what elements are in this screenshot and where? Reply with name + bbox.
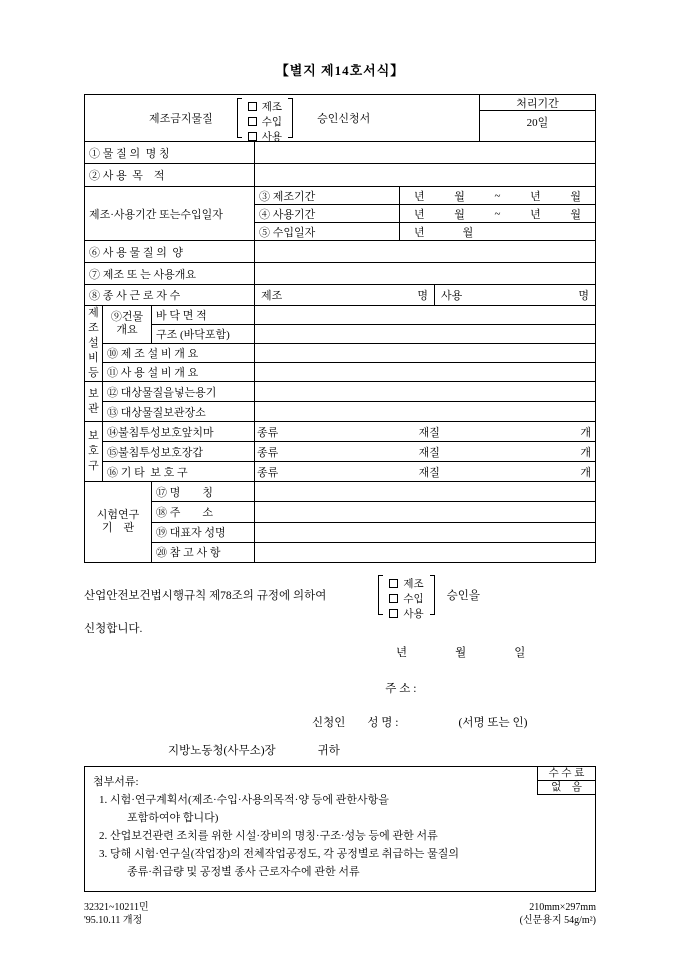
period-section-label: 제조·사용기간 또는수입일자 bbox=[85, 187, 255, 240]
year-label: 년 bbox=[396, 647, 408, 659]
mfg-equipment-label: ⑩ 제 조 설 비 개 요 bbox=[103, 344, 255, 362]
inst-note-label: ⑳ 참 고 사 항 bbox=[152, 543, 255, 562]
count-label: 개 bbox=[580, 446, 591, 459]
declaration-line1 bbox=[84, 575, 596, 620]
decl-option-use bbox=[389, 606, 423, 621]
storage-section bbox=[85, 382, 595, 422]
year-label: 년 bbox=[414, 208, 425, 221]
container-row bbox=[103, 382, 595, 402]
decl-use-label: 사용 bbox=[403, 609, 424, 620]
declaration-section bbox=[84, 563, 596, 758]
paper-spec: (신문용지 54g/m²) bbox=[519, 915, 596, 926]
decl-import-label: 수입 bbox=[403, 594, 424, 605]
import-checkbox[interactable] bbox=[248, 117, 257, 126]
import-label: 수입 bbox=[261, 117, 283, 128]
doc-type-label: 승인신청서 bbox=[317, 113, 371, 125]
use-equipment-label: ⑪ 사 용 설 비 개 요 bbox=[103, 363, 255, 381]
option-manufacture bbox=[248, 99, 282, 114]
use-period-field[interactable] bbox=[400, 205, 595, 222]
import-date-label: ⑤ 수입일자 bbox=[255, 223, 400, 240]
use-equipment-field[interactable] bbox=[255, 363, 595, 381]
tilde-separator: ~ bbox=[494, 207, 501, 220]
attachment-item-3-cont: 종류·취급량 및 공정별 종사 근로자수에 관한 서류 bbox=[127, 866, 360, 878]
substance-amount-field[interactable] bbox=[255, 241, 595, 262]
year-label: 년 bbox=[414, 190, 425, 203]
unit-label: 명 bbox=[417, 290, 428, 302]
inst-address-row bbox=[152, 502, 595, 522]
inst-representative-row bbox=[152, 523, 595, 543]
mfg-period-label: ③ 제조기간 bbox=[255, 187, 400, 204]
decl-option-manufacture bbox=[389, 576, 423, 591]
inst-address-field[interactable] bbox=[255, 502, 595, 521]
use-purpose-label: ② 사 용 목 적 bbox=[85, 164, 255, 186]
manufacture-checkbox[interactable] bbox=[248, 102, 257, 111]
substance-amount-label: ⑥ 사 용 물 질 의 양 bbox=[85, 241, 255, 262]
option-use bbox=[248, 129, 282, 141]
overview-label: ⑦ 제조 또 는 사용개요 bbox=[85, 263, 255, 284]
substance-name-label: ① 물 질 의 명 칭 bbox=[85, 142, 255, 163]
use-label: 사용 bbox=[261, 132, 283, 141]
inst-note-field[interactable] bbox=[255, 543, 595, 562]
workers-mfg-field[interactable] bbox=[255, 285, 435, 305]
material-label: 재질 bbox=[418, 426, 440, 439]
address-label: 주 소 : bbox=[385, 683, 417, 695]
gloves-field[interactable] bbox=[255, 442, 595, 461]
building-label-line2: 개요 bbox=[116, 324, 138, 337]
use-purpose-field[interactable] bbox=[255, 164, 595, 186]
protection-section bbox=[85, 422, 595, 482]
day-label: 일 bbox=[514, 647, 526, 659]
storage-vertical-label: 보관 bbox=[85, 382, 103, 421]
footer-right bbox=[520, 901, 596, 927]
facility-vertical-label: 제조설비등 bbox=[85, 306, 103, 381]
structure-row bbox=[152, 325, 595, 343]
building-label-line1: ⑨건물 bbox=[110, 311, 144, 324]
form-subject-label: 제조금지물질 bbox=[149, 113, 213, 125]
fee-box bbox=[537, 767, 595, 795]
manufacture-label: 제조 bbox=[261, 102, 283, 113]
applicant-label: 신청인 bbox=[312, 717, 346, 729]
month-label: 월 bbox=[462, 226, 474, 239]
honorific-label: 귀하 bbox=[317, 745, 340, 757]
import-date-row bbox=[255, 223, 595, 240]
apron-label: ⑭불침투성보호앞치마 bbox=[103, 422, 255, 441]
storage-place-field[interactable] bbox=[255, 402, 595, 421]
container-field[interactable] bbox=[255, 382, 595, 401]
material-label: 재질 bbox=[418, 466, 440, 479]
inst-name-label: ⑰ 명 칭 bbox=[152, 482, 255, 501]
floor-area-label: 바 닥 면 적 bbox=[152, 306, 255, 324]
form-code-title: 【별지 제14호서식】 bbox=[275, 63, 405, 78]
decl-use-checkbox[interactable] bbox=[389, 609, 398, 618]
form-code: 32321~10211민 bbox=[84, 902, 149, 913]
building-subrows bbox=[152, 306, 595, 343]
tilde-separator: ~ bbox=[494, 189, 501, 202]
declaration-name-line bbox=[84, 714, 596, 730]
month-label: 월 bbox=[570, 190, 581, 203]
declaration-address-line bbox=[84, 668, 596, 708]
page-footer bbox=[84, 901, 596, 927]
facility-section bbox=[85, 306, 595, 382]
institute-label-line2: 기 관 bbox=[101, 522, 135, 534]
attachment-item-1: 1. 시험·연구계획서(제조·수입·사용의목적·양 등에 관한사항을 bbox=[99, 794, 389, 806]
protection-rows bbox=[103, 422, 595, 481]
substance-name-row bbox=[85, 142, 595, 164]
use-equipment-row bbox=[103, 363, 595, 381]
use-period-label: ④ 사용기간 bbox=[255, 205, 400, 222]
fee-label: 수 수 료 bbox=[538, 767, 595, 781]
decl-option-import bbox=[389, 591, 423, 606]
option-import bbox=[248, 114, 282, 129]
material-label: 재질 bbox=[418, 446, 440, 459]
overview-row bbox=[85, 263, 595, 285]
form-title-cell bbox=[85, 95, 480, 141]
import-date-field[interactable] bbox=[400, 223, 595, 240]
inst-name-row bbox=[152, 482, 595, 502]
institute-label-line1: 시험연구 bbox=[96, 509, 140, 521]
kind-label: 종류 bbox=[257, 466, 279, 479]
apron-field[interactable] bbox=[255, 422, 595, 441]
header-options bbox=[242, 98, 288, 141]
building-overview-row bbox=[103, 306, 595, 344]
header-option-group bbox=[237, 98, 293, 141]
inst-name-field[interactable] bbox=[255, 482, 595, 501]
building-overview-label bbox=[103, 306, 152, 343]
inst-note-row bbox=[152, 543, 595, 562]
floor-area-row bbox=[152, 306, 595, 325]
decl-manufacture-checkbox[interactable] bbox=[389, 579, 398, 588]
kind-label: 종류 bbox=[257, 426, 279, 439]
month-label: 월 bbox=[454, 190, 465, 203]
declaration-suffix: 승인을 bbox=[446, 590, 480, 602]
other-protection-label: ⑯ 기 타 보 호 구 bbox=[103, 462, 255, 481]
workers-use-field[interactable] bbox=[435, 285, 595, 305]
storage-rows bbox=[103, 382, 595, 421]
decl-manufacture-label: 제조 bbox=[403, 579, 424, 590]
workers-label: ⑧ 종 사 근 로 자 수 bbox=[85, 285, 255, 305]
processing-period-value: 20일 bbox=[526, 117, 549, 129]
month-label: 월 bbox=[455, 647, 467, 659]
month-label: 월 bbox=[570, 208, 581, 221]
structure-field[interactable] bbox=[255, 325, 595, 343]
gloves-label: ⑮불침투성보호장갑 bbox=[103, 442, 255, 461]
declaration-options bbox=[383, 575, 429, 620]
form-title-row bbox=[85, 95, 595, 142]
year-label: 년 bbox=[530, 208, 541, 221]
paper-size: 210mm×297mm bbox=[529, 902, 596, 913]
processing-period-label: 처리기간 bbox=[480, 95, 595, 111]
declaration-prefix: 산업안전보건법시행규칙 제78조의 규정에 의하여 bbox=[84, 590, 327, 602]
bracket-right-icon bbox=[430, 575, 435, 615]
use-label: 사용 bbox=[441, 290, 463, 302]
fee-value: 없 음 bbox=[538, 781, 595, 795]
attachment-item-2: 2. 산업보건관련 조치를 위한 시설·장비의 명칭·구조·성능 등에 관한 서류 bbox=[99, 830, 438, 842]
substance-name-field[interactable] bbox=[255, 142, 595, 163]
facility-rows bbox=[103, 306, 595, 381]
mfg-label: 제조 bbox=[261, 290, 283, 302]
mfg-equipment-field[interactable] bbox=[255, 344, 595, 362]
footer-left bbox=[84, 901, 149, 927]
year-label: 년 bbox=[530, 190, 541, 203]
recipient-label: 지방노동청(사무소)장 bbox=[168, 745, 276, 757]
storage-place-label: ⑬ 대상물질보관장소 bbox=[103, 402, 255, 421]
structure-label: 구조 (바닥포함) bbox=[152, 325, 255, 343]
name-label: 성 명 : bbox=[367, 717, 399, 729]
month-label: 월 bbox=[454, 208, 465, 221]
count-label: 개 bbox=[580, 426, 591, 439]
declaration-date-line bbox=[84, 644, 596, 660]
inst-address-label: ⑱ 주 소 bbox=[152, 502, 255, 521]
use-period-row bbox=[255, 205, 595, 223]
protection-vertical-label: 보호구 bbox=[85, 422, 103, 481]
container-label: ⑫ 대상물질을넣는용기 bbox=[103, 382, 255, 401]
gloves-row bbox=[103, 442, 595, 462]
workers-row bbox=[85, 285, 595, 306]
decl-import-checkbox[interactable] bbox=[389, 594, 398, 603]
attachments-heading: 첨부서류: bbox=[93, 776, 139, 788]
mfg-equipment-row bbox=[103, 344, 595, 363]
overview-field[interactable] bbox=[255, 263, 595, 284]
unit-label: 명 bbox=[578, 290, 589, 302]
use-purpose-row bbox=[85, 164, 595, 187]
kind-label: 종류 bbox=[257, 446, 279, 459]
institute-label bbox=[85, 482, 152, 562]
other-protection-row bbox=[103, 462, 595, 481]
declaration-option-group bbox=[378, 575, 434, 620]
mfg-period-row bbox=[255, 187, 595, 205]
institute-section bbox=[85, 482, 595, 562]
bracket-right-icon bbox=[288, 98, 293, 138]
period-rows bbox=[255, 187, 595, 240]
attachment-item-3: 3. 당해 시험·연구실(작업장)의 전체작업공정도, 각 공정별로 취급하는 물질의 bbox=[99, 848, 460, 860]
year-label: 년 bbox=[414, 226, 425, 239]
mfg-period-field[interactable] bbox=[400, 187, 595, 204]
declaration-line2: 신청합니다. bbox=[84, 623, 143, 635]
use-checkbox[interactable] bbox=[248, 132, 257, 141]
attachment-item-1-cont: 포함하여야 합니다) bbox=[127, 812, 219, 824]
attachments-box bbox=[84, 766, 596, 892]
apron-row bbox=[103, 422, 595, 442]
other-protection-field[interactable] bbox=[255, 462, 595, 481]
declaration-recipient-line bbox=[84, 742, 596, 758]
floor-area-field[interactable] bbox=[255, 306, 595, 324]
revision-date: '95.10.11 개정 bbox=[84, 915, 143, 926]
inst-representative-label: ⑲ 대표자 성명 bbox=[152, 523, 255, 542]
institute-rows bbox=[152, 482, 595, 562]
substance-amount-row bbox=[85, 241, 595, 263]
application-form-table bbox=[84, 94, 596, 563]
sign-note: (서명 또는 인) bbox=[458, 717, 528, 729]
processing-period-box bbox=[480, 95, 595, 141]
count-label: 개 bbox=[580, 466, 591, 479]
inst-representative-field[interactable] bbox=[255, 523, 595, 542]
period-section bbox=[85, 187, 595, 241]
storage-place-row bbox=[103, 402, 595, 421]
